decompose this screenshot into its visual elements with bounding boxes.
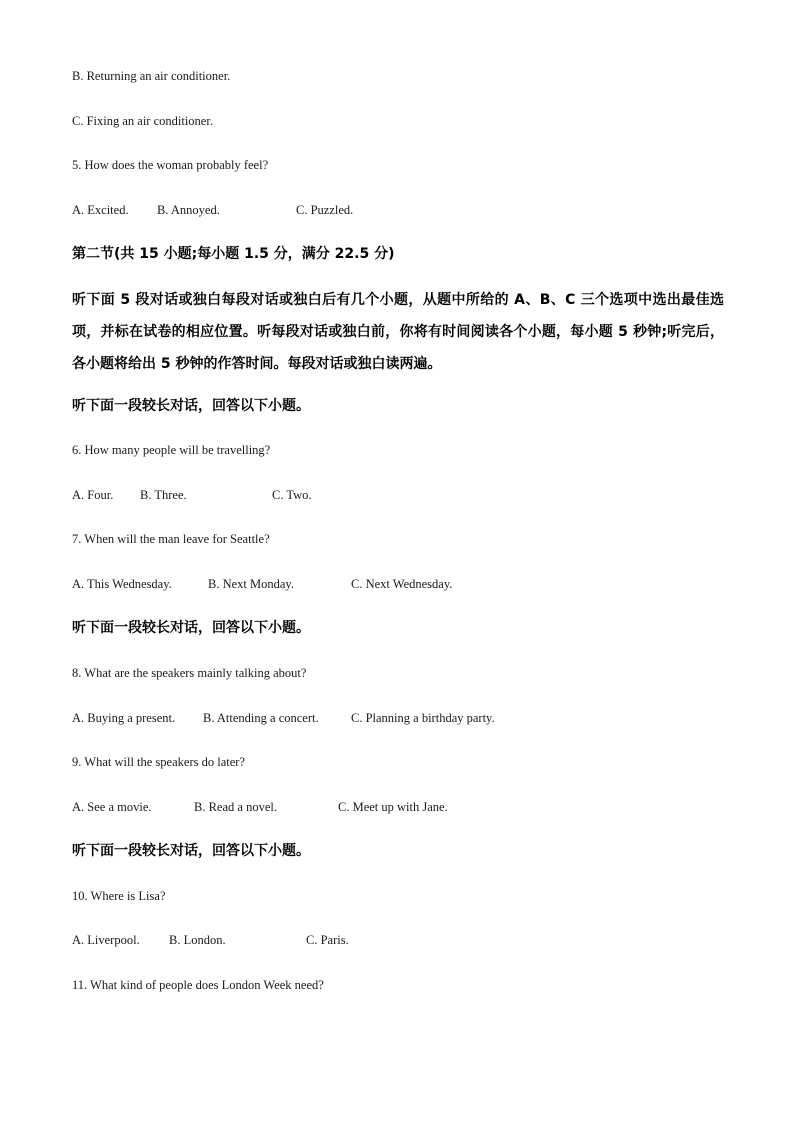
q6-option-b: B. Three. [140, 488, 187, 502]
q8-options [72, 710, 495, 726]
question-5: 5. How does the woman probably feel? [72, 158, 269, 172]
q8-option-b: B. Attending a concert. [203, 711, 319, 725]
q8-option-a: A. Buying a present. [72, 711, 176, 725]
q10-option-c: C. Paris. [306, 933, 349, 947]
q6-option-c: C. Two. [272, 488, 312, 502]
q7-options [72, 576, 452, 592]
q7-option-a: A. This Wednesday. [72, 577, 172, 591]
q4-option-c: C. Fixing an air conditioner. [72, 114, 213, 128]
q5-options [72, 202, 353, 218]
q7-option-c: C. Next Wednesday. [351, 577, 453, 591]
q10-option-a: A. Liverpool. [72, 933, 140, 947]
section-instructions: 听下面 5 段对话或独白每段对话或独白后有几个小题，从题中所给的 A、B、C 三个选项中选出最佳选项，并标在试卷的相应位置。听每段对话或独白前，你将有时间阅读各个小题，每小题 5 秒钟;听完后，各小题将给出 5 秒钟的作答时间。每段对话或独白读两遍。 [72, 292, 724, 372]
section-title: 第二节(共 15 小题;每小题 1.5 分，满分 22.5 分) [72, 246, 395, 262]
question-6: 6. How many people will be travelling? [72, 443, 271, 457]
dialogue-prompt-2: 听下面一段较长对话，回答以下小题。 [72, 620, 310, 636]
q6-option-a: A. Four. [72, 488, 114, 502]
q7-option-b: B. Next Monday. [208, 577, 294, 591]
q5-option-a: A. Excited. [72, 203, 129, 217]
dialogue-prompt-3: 听下面一段较长对话，回答以下小题。 [72, 843, 310, 859]
question-8: 8. What are the speakers mainly talking about? [72, 666, 307, 680]
q6-options [72, 487, 312, 503]
q10-options [72, 932, 349, 948]
q5-option-b: B. Annoyed. [157, 203, 220, 217]
q5-option-c: C. Puzzled. [296, 203, 354, 217]
q9-option-c: C. Meet up with Jane. [338, 800, 448, 814]
question-9: 9. What will the speakers do later? [72, 755, 245, 769]
question-7: 7. When will the man leave for Seattle? [72, 532, 270, 546]
q8-option-c: C. Planning a birthday party. [351, 711, 495, 725]
question-11: 11. What kind of people does London Week need? [72, 978, 324, 992]
question-10: 10. Where is Lisa? [72, 889, 166, 903]
q10-option-b: B. London. [169, 933, 226, 947]
q4-option-b: B. Returning an air conditioner. [72, 69, 231, 83]
dialogue-prompt-1: 听下面一段较长对话，回答以下小题。 [72, 398, 310, 414]
q9-option-b: B. Read a novel. [194, 800, 277, 814]
q9-options [72, 799, 448, 815]
q9-option-a: A. See a movie. [72, 800, 152, 814]
